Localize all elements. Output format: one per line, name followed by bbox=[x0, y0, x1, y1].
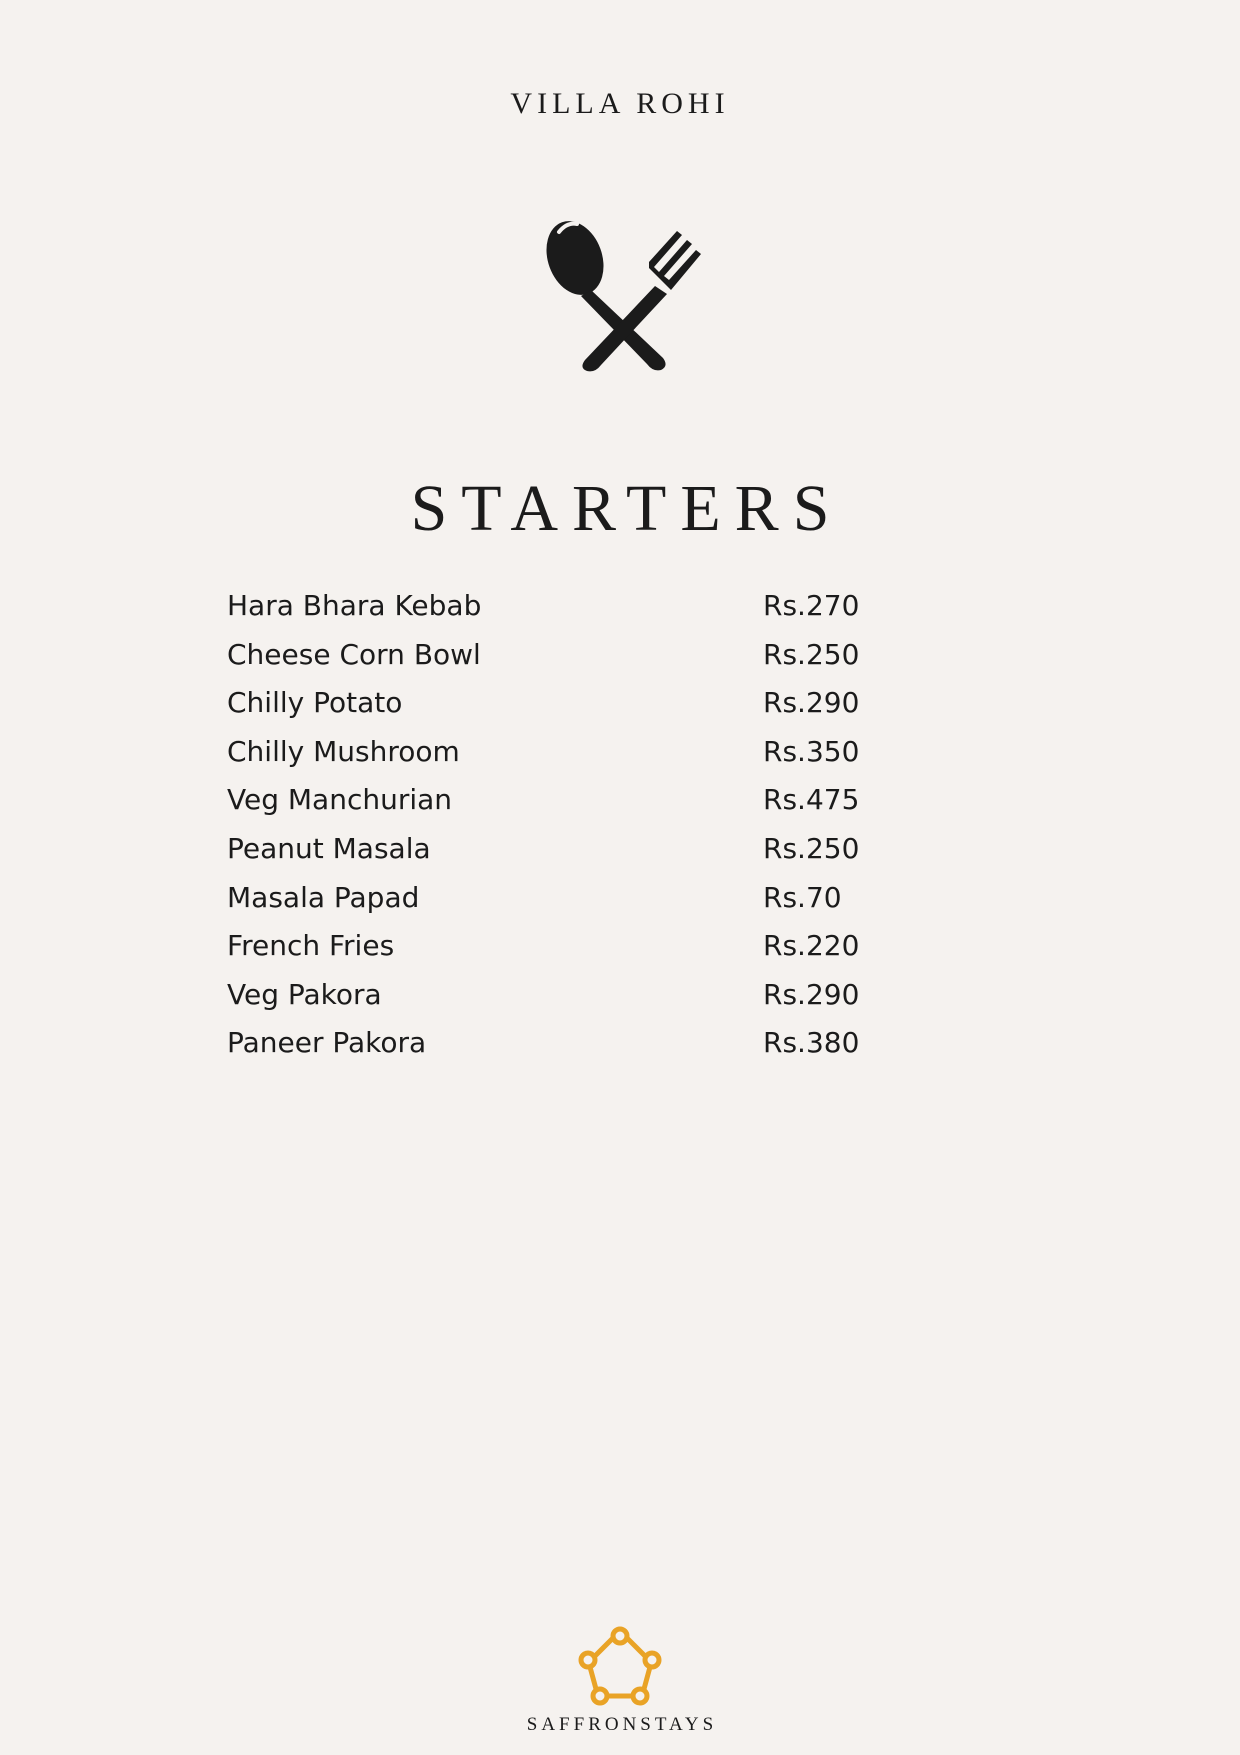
menu-item bbox=[227, 679, 927, 728]
menu-item-name: Veg Manchurian bbox=[227, 783, 453, 817]
menu-item-name: Hara Bhara Kebab bbox=[227, 589, 482, 622]
venue-name: VILLA ROHI bbox=[510, 87, 730, 120]
menu-item bbox=[227, 631, 927, 680]
menu-item-price: Rs.380 bbox=[763, 1026, 860, 1060]
menu-item-price: Rs.290 bbox=[763, 977, 860, 1011]
menu-item-price: Rs.220 bbox=[763, 929, 860, 963]
menu-item-name: Veg Pakora bbox=[227, 977, 382, 1011]
menu-item-name: French Fries bbox=[227, 929, 395, 963]
saffronstays-logo-icon bbox=[578, 1626, 662, 1706]
brand-name: SAFFRONSTAYS bbox=[526, 1714, 718, 1735]
menu-item-price: Rs.70 bbox=[763, 880, 842, 914]
menu-item bbox=[227, 776, 927, 825]
menu-item-price: Rs.270 bbox=[763, 589, 860, 622]
menu-item bbox=[227, 1019, 927, 1068]
menu-item bbox=[227, 582, 927, 631]
menu-list bbox=[227, 582, 927, 1068]
menu-item bbox=[227, 874, 927, 923]
menu-item bbox=[227, 825, 927, 874]
menu-item-price: Rs.250 bbox=[763, 637, 860, 671]
menu-item-name: Masala Papad bbox=[227, 880, 420, 914]
crossed-spoon-and-fork-icon bbox=[545, 210, 715, 375]
section-title: STARTERS bbox=[410, 472, 844, 545]
menu-item-name: Chilly Mushroom bbox=[227, 734, 460, 768]
menu-item bbox=[227, 922, 927, 971]
menu-item-name: Peanut Masala bbox=[227, 831, 431, 865]
menu-item-name: Paneer Pakora bbox=[227, 1026, 427, 1060]
menu-item bbox=[227, 971, 927, 1020]
menu-item bbox=[227, 728, 927, 777]
menu-item-name: Cheese Corn Bowl bbox=[227, 637, 481, 671]
menu-item-price: Rs.250 bbox=[763, 831, 860, 865]
menu-item-price: Rs.350 bbox=[763, 734, 860, 768]
menu-item-price: Rs.290 bbox=[763, 686, 860, 720]
menu-item-name: Chilly Potato bbox=[227, 686, 403, 720]
menu-item-price: Rs.475 bbox=[763, 783, 860, 817]
